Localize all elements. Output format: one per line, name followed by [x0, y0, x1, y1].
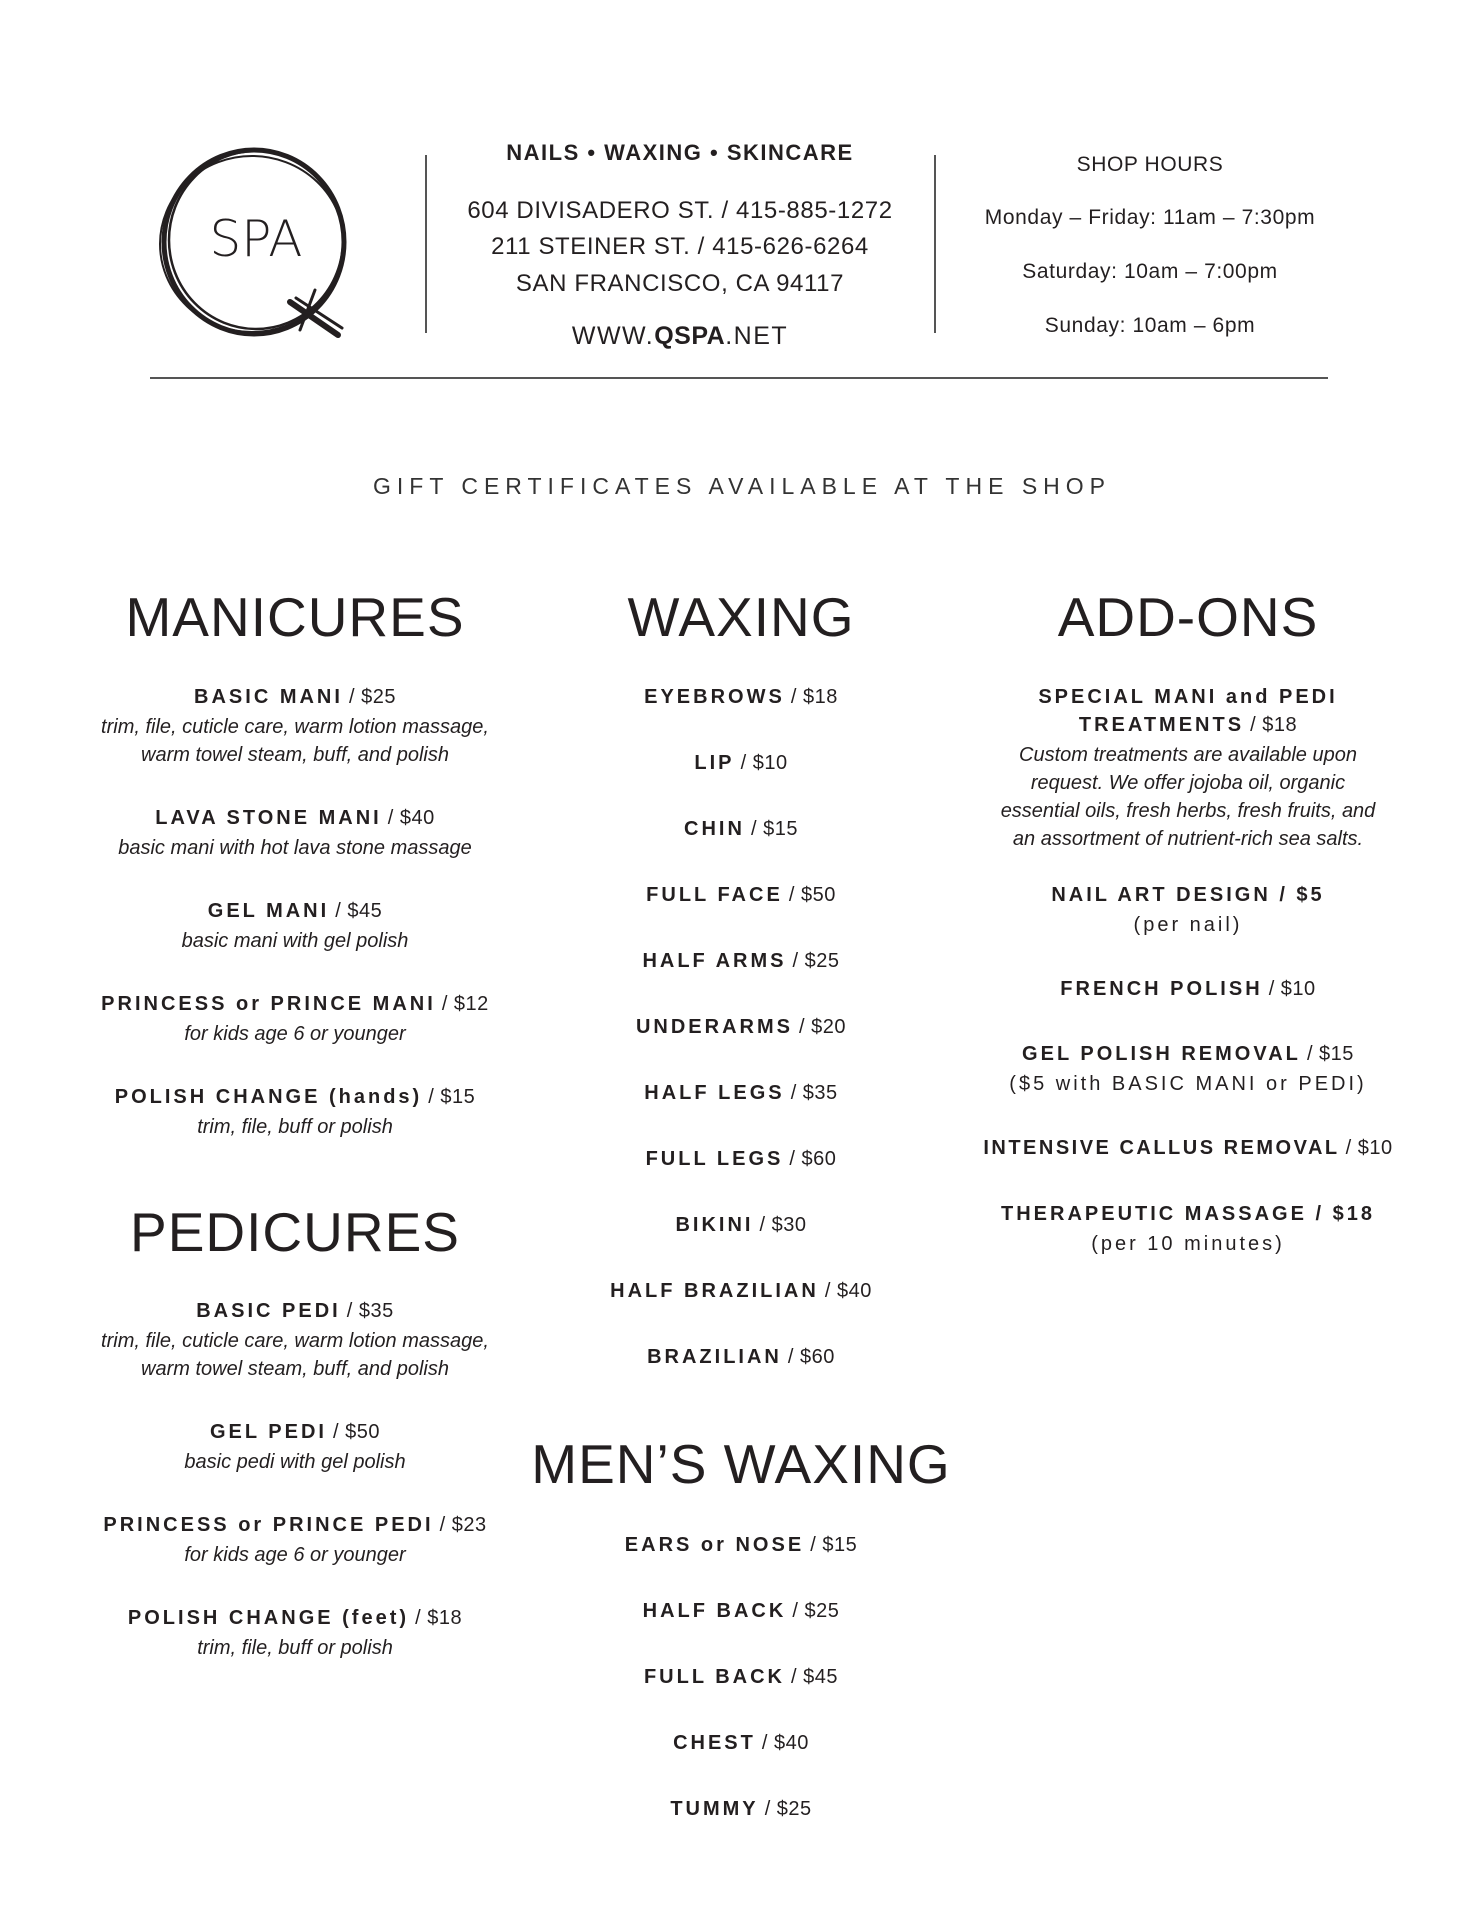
item-desc: trim, file, cuticle care, warm lotion massage,	[101, 716, 489, 738]
item-price: / $18	[784, 686, 838, 708]
item-desc: for kids age 6 or younger	[184, 1544, 406, 1566]
manicures-title: MANICURES	[125, 586, 465, 648]
item-name: POLISH CHANGE (hands)	[114, 1086, 423, 1108]
addons-title: ADD-ONS	[1057, 586, 1319, 648]
item-name: FULL BACK	[643, 1666, 785, 1688]
item-price: / $25	[342, 686, 396, 708]
addon-item	[958, 1040, 1418, 1098]
manicure-item	[65, 683, 525, 769]
addons-section	[958, 585, 1418, 649]
item-sub: ($5 with BASIC MANI or PEDI)	[1009, 1073, 1367, 1095]
item-price: / $18	[1244, 714, 1298, 736]
addon-item	[958, 975, 1418, 1005]
tagline: NAILS • WAXING • SKINCARE	[506, 140, 854, 165]
item-name: PRINCESS or PRINCE PEDI	[103, 1514, 434, 1536]
item-desc: basic mani with gel polish	[181, 930, 409, 952]
waxing-item	[511, 749, 971, 779]
manicure-item	[65, 804, 525, 862]
manicure-item	[65, 1083, 525, 1141]
item-price: / $12	[435, 993, 489, 1015]
item-desc: for kids age 6 or younger	[184, 1023, 406, 1045]
waxing-item	[511, 1277, 971, 1307]
item-name: SPECIAL MANI and PEDI	[1038, 686, 1338, 708]
mens-waxing-item	[511, 1597, 971, 1627]
item-desc: trim, file, buff or polish	[197, 1637, 393, 1659]
item-price: / $10	[1262, 978, 1316, 1000]
addon-item	[958, 881, 1418, 939]
item-price: / $15	[804, 1534, 858, 1556]
mens-waxing-item	[511, 1795, 971, 1825]
addon-item	[958, 1200, 1418, 1258]
hours-weekday: Monday – Friday: 11am – 7:30pm	[984, 206, 1316, 229]
item-desc: trim, file, cuticle care, warm lotion massage,	[101, 1330, 489, 1352]
item-name: LIP	[694, 752, 735, 774]
addon-special-item	[958, 683, 1418, 853]
pedicure-item	[65, 1418, 525, 1476]
mens-waxing-title: MEN’S WAXING	[531, 1433, 951, 1495]
item-desc: request. We offer jojoba oil, organic	[1030, 772, 1346, 794]
manicures-section	[65, 585, 525, 649]
item-price: / $15	[1300, 1043, 1354, 1065]
pedicure-item	[65, 1604, 525, 1662]
address-line-3: SAN FRANCISCO, CA 94117	[515, 270, 845, 297]
item-price: / $25	[758, 1798, 812, 1820]
item-price: / $45	[785, 1666, 839, 1688]
waxing-item	[511, 1343, 971, 1373]
waxing-item	[511, 881, 971, 911]
item-desc: Custom treatments are available upon	[1019, 744, 1357, 766]
pedicure-item	[65, 1511, 525, 1569]
waxing-item	[511, 1145, 971, 1175]
item-price: / $20	[792, 1016, 847, 1038]
header-rule	[150, 377, 1328, 379]
item-price: / $15	[744, 818, 798, 840]
item-price: / $40	[755, 1732, 809, 1754]
waxing-title: WAXING	[627, 586, 855, 648]
item-name: HALF LEGS	[644, 1082, 785, 1104]
item-price: / $50	[326, 1421, 381, 1443]
manicure-item	[65, 990, 525, 1048]
waxing-item	[511, 683, 971, 713]
mens-waxing-item	[511, 1663, 971, 1693]
item-price: / $25	[786, 950, 840, 972]
item-desc: basic pedi with gel polish	[184, 1451, 406, 1473]
item-price: / $35	[340, 1300, 394, 1322]
item-price: / $60	[781, 1346, 835, 1368]
waxing-item	[511, 1211, 971, 1241]
item-price: / $50	[782, 884, 836, 906]
item-name: INTENSIVE CALLUS REMOVAL	[983, 1137, 1340, 1159]
item-name: EARS or NOSE	[624, 1534, 805, 1556]
item-desc: warm towel steam, buff, and polish	[141, 744, 449, 766]
item-sub: (per 10 minutes)	[1091, 1233, 1285, 1255]
web-bold: QSPA	[654, 322, 726, 350]
item-name: TREATMENTS	[1078, 714, 1245, 736]
item-name: HALF ARMS	[642, 950, 787, 972]
web-suffix: .NET	[725, 322, 789, 350]
addon-item	[958, 1134, 1418, 1164]
item-price: / $40	[818, 1280, 872, 1302]
item-price: / $60	[783, 1148, 837, 1170]
waxing-item	[511, 1013, 971, 1043]
item-name: FRENCH POLISH	[1060, 978, 1263, 1000]
item-price: / $30	[753, 1214, 807, 1236]
item-name: BASIC PEDI	[196, 1300, 341, 1322]
item-name: POLISH CHANGE (feet)	[127, 1607, 410, 1629]
item-name: PRINCESS or PRINCE MANI	[101, 993, 436, 1015]
gift-certificates-note: GIFT CERTIFICATES AVAILABLE AT THE SHOP	[372, 473, 1111, 499]
item-name: EYEBROWS	[644, 686, 785, 708]
item-name: GEL POLISH REMOVAL	[1022, 1043, 1301, 1065]
hours-title: SHOP HOURS	[1076, 153, 1224, 176]
website-link[interactable]	[420, 322, 940, 351]
item-name: TUMMY	[670, 1798, 759, 1820]
address-line-2: 211 STEINER ST. / 415-626-6264	[491, 233, 869, 260]
item-price: / $10	[1339, 1137, 1393, 1159]
item-name: LAVA STONE MANI	[155, 807, 382, 829]
manicure-item	[65, 897, 525, 955]
item-name: CHIN	[684, 818, 745, 840]
item-name: HALF BACK	[642, 1600, 787, 1622]
item-desc: warm towel steam, buff, and polish	[141, 1358, 449, 1380]
item-name: FULL LEGS	[645, 1148, 784, 1170]
item-price: / $18	[409, 1607, 463, 1629]
waxing-item	[511, 815, 971, 845]
item-price: / $23	[433, 1514, 487, 1536]
item-price: / $25	[786, 1600, 840, 1622]
item-name: FULL FACE	[646, 884, 783, 906]
item-name: GEL PEDI	[209, 1421, 327, 1443]
item-desc: basic mani with hot lava stone massage	[118, 837, 472, 859]
item-price: / $10	[734, 752, 788, 774]
item-price: / $45	[329, 900, 383, 922]
item-name: UNDERARMS	[635, 1016, 793, 1038]
spa-logo	[150, 140, 350, 340]
item-name: THERAPEUTIC MASSAGE / $18	[1001, 1203, 1375, 1225]
item-desc: an assortment of nutrient-rich sea salts.	[1012, 828, 1364, 850]
item-price: / $40	[381, 807, 435, 829]
item-price: / $15	[422, 1086, 476, 1108]
hours-saturday: Saturday: 10am – 7:00pm	[1022, 260, 1278, 283]
item-sub: (per nail)	[1133, 914, 1243, 936]
address-line-1: 604 DIVISADERO ST. / 415-885-1272	[467, 197, 893, 224]
hours-sunday: Sunday: 10am – 6pm	[1044, 314, 1256, 337]
pedicures-section	[65, 1200, 525, 1264]
item-name: BIKINI	[675, 1214, 754, 1236]
logo-text: SPA	[209, 210, 303, 268]
web-prefix: WWW.	[571, 322, 655, 350]
waxing-section	[511, 585, 971, 649]
item-name: BASIC MANI	[194, 686, 343, 708]
item-name: CHEST	[673, 1732, 756, 1754]
pedicures-title: PEDICURES	[130, 1201, 460, 1263]
mens-waxing-section	[511, 1432, 971, 1496]
item-name: BRAZILIAN	[647, 1346, 782, 1368]
mens-waxing-item	[511, 1531, 971, 1561]
item-name: NAIL ART DESIGN / $5	[1051, 884, 1325, 906]
waxing-item	[511, 1079, 971, 1109]
pedicure-item	[65, 1297, 525, 1383]
item-price: / $35	[784, 1082, 838, 1104]
item-desc: essential oils, fresh herbs, fresh fruits, and	[1000, 800, 1376, 822]
item-name: GEL MANI	[207, 900, 330, 922]
item-desc: trim, file, buff or polish	[197, 1116, 393, 1138]
waxing-item	[511, 947, 971, 977]
item-name: HALF BRAZILIAN	[610, 1280, 819, 1302]
mens-waxing-item	[511, 1729, 971, 1759]
